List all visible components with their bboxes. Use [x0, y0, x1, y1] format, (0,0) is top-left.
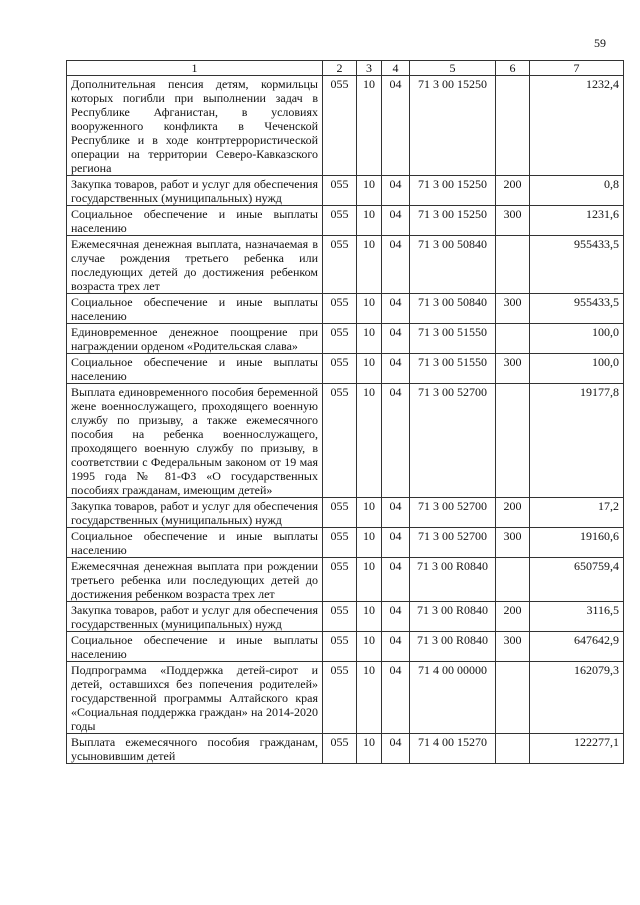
row-subsection-cell: 04 — [382, 384, 410, 498]
row-section-cell: 10 — [357, 662, 382, 734]
column-header-2: 2 — [323, 61, 357, 76]
row-code-cell: 055 — [323, 528, 357, 558]
row-expense-type-cell: 300 — [496, 206, 530, 236]
row-expense-type-cell — [496, 384, 530, 498]
budget-table — [66, 60, 624, 764]
table-row — [67, 236, 624, 294]
table-row — [67, 206, 624, 236]
row-target-item-cell: 71 3 00 51550 — [410, 354, 496, 384]
row-section-cell: 10 — [357, 76, 382, 176]
row-name-cell: Социальное обеспечение и иные выплаты населению — [67, 528, 323, 558]
row-expense-type-cell — [496, 76, 530, 176]
row-expense-type-cell: 200 — [496, 602, 530, 632]
row-code-cell: 055 — [323, 558, 357, 602]
page-number: 59 — [594, 36, 606, 50]
row-code-cell: 055 — [323, 324, 357, 354]
table-row — [67, 76, 624, 176]
row-target-item-cell: 71 4 00 00000 — [410, 662, 496, 734]
row-section-cell: 10 — [357, 236, 382, 294]
row-amount-cell: 100,0 — [530, 324, 624, 354]
row-expense-type-cell — [496, 662, 530, 734]
table-row — [67, 384, 624, 498]
row-amount-cell: 0,8 — [530, 176, 624, 206]
row-name-cell: Выплата ежемесячного пособия гражданам, усыновившим детей — [67, 734, 323, 764]
table-row — [67, 294, 624, 324]
row-subsection-cell: 04 — [382, 236, 410, 294]
row-target-item-cell: 71 3 00 52700 — [410, 498, 496, 528]
row-expense-type-cell: 300 — [496, 528, 530, 558]
row-amount-cell: 1231,6 — [530, 206, 624, 236]
row-amount-cell: 650759,4 — [530, 558, 624, 602]
column-header-5: 5 — [410, 61, 496, 76]
row-target-item-cell: 71 3 00 R0840 — [410, 602, 496, 632]
row-name-cell: Ежемесячная денежная выплата при рождении третьего ребенка или последующих детей до достижения ребенком возраста трех лет — [67, 558, 323, 602]
row-subsection-cell: 04 — [382, 294, 410, 324]
row-subsection-cell: 04 — [382, 558, 410, 602]
row-section-cell: 10 — [357, 632, 382, 662]
row-expense-type-cell — [496, 324, 530, 354]
row-code-cell: 055 — [323, 76, 357, 176]
table-row — [67, 602, 624, 632]
row-expense-type-cell — [496, 558, 530, 602]
row-target-item-cell: 71 3 00 51550 — [410, 324, 496, 354]
row-section-cell: 10 — [357, 558, 382, 602]
row-amount-cell: 647642,9 — [530, 632, 624, 662]
table-row — [67, 558, 624, 602]
row-subsection-cell: 04 — [382, 602, 410, 632]
row-code-cell: 055 — [323, 602, 357, 632]
row-section-cell: 10 — [357, 528, 382, 558]
table-row — [67, 662, 624, 734]
row-target-item-cell: 71 3 00 R0840 — [410, 558, 496, 602]
table-row — [67, 632, 624, 662]
row-name-cell: Социальное обеспечение и иные выплаты населению — [67, 354, 323, 384]
row-name-cell: Социальное обеспечение и иные выплаты населению — [67, 294, 323, 324]
row-target-item-cell: 71 3 00 50840 — [410, 294, 496, 324]
row-name-cell: Закупка товаров, работ и услуг для обеспечения государственных (муниципальных) нужд — [67, 602, 323, 632]
row-section-cell: 10 — [357, 354, 382, 384]
row-subsection-cell: 04 — [382, 76, 410, 176]
table-row — [67, 176, 624, 206]
row-target-item-cell: 71 3 00 15250 — [410, 76, 496, 176]
table-row — [67, 734, 624, 764]
row-code-cell: 055 — [323, 384, 357, 498]
row-expense-type-cell: 300 — [496, 632, 530, 662]
row-expense-type-cell: 200 — [496, 176, 530, 206]
row-section-cell: 10 — [357, 734, 382, 764]
row-section-cell: 10 — [357, 498, 382, 528]
row-target-item-cell: 71 3 00 15250 — [410, 176, 496, 206]
row-subsection-cell: 04 — [382, 528, 410, 558]
row-amount-cell: 17,2 — [530, 498, 624, 528]
row-target-item-cell: 71 3 00 52700 — [410, 528, 496, 558]
row-amount-cell: 955433,5 — [530, 236, 624, 294]
table-row — [67, 324, 624, 354]
row-amount-cell: 100,0 — [530, 354, 624, 384]
row-section-cell: 10 — [357, 324, 382, 354]
column-header-1: 1 — [67, 61, 323, 76]
row-amount-cell: 162079,3 — [530, 662, 624, 734]
row-name-cell: Социальное обеспечение и иные выплаты населению — [67, 206, 323, 236]
row-target-item-cell: 71 4 00 15270 — [410, 734, 496, 764]
row-expense-type-cell: 300 — [496, 294, 530, 324]
column-header-3: 3 — [357, 61, 382, 76]
row-code-cell: 055 — [323, 662, 357, 734]
table-row — [67, 528, 624, 558]
row-name-cell: Дополнительная пенсия детям, кормильцы которых погибли при выполнении задач в Республике Афганистан, в условиях вооруженного конфликта в Чеченской Республике и в ходе контртеррористической операции на территории Северо-Кавказского региона — [67, 76, 323, 176]
row-subsection-cell: 04 — [382, 734, 410, 764]
row-expense-type-cell — [496, 236, 530, 294]
row-section-cell: 10 — [357, 294, 382, 324]
column-header-4: 4 — [382, 61, 410, 76]
row-amount-cell: 955433,5 — [530, 294, 624, 324]
row-section-cell: 10 — [357, 206, 382, 236]
row-amount-cell: 122277,1 — [530, 734, 624, 764]
row-target-item-cell: 71 3 00 15250 — [410, 206, 496, 236]
row-amount-cell: 19160,6 — [530, 528, 624, 558]
row-subsection-cell: 04 — [382, 324, 410, 354]
row-code-cell: 055 — [323, 498, 357, 528]
row-name-cell: Закупка товаров, работ и услуг для обеспечения государственных (муниципальных) нужд — [67, 176, 323, 206]
row-target-item-cell: 71 3 00 52700 — [410, 384, 496, 498]
row-target-item-cell: 71 3 00 R0840 — [410, 632, 496, 662]
table-row — [67, 354, 624, 384]
row-code-cell: 055 — [323, 734, 357, 764]
row-expense-type-cell: 200 — [496, 498, 530, 528]
row-amount-cell: 3116,5 — [530, 602, 624, 632]
row-subsection-cell: 04 — [382, 662, 410, 734]
row-subsection-cell: 04 — [382, 176, 410, 206]
row-expense-type-cell: 300 — [496, 354, 530, 384]
column-header-6: 6 — [496, 61, 530, 76]
row-section-cell: 10 — [357, 176, 382, 206]
row-amount-cell: 19177,8 — [530, 384, 624, 498]
row-expense-type-cell — [496, 734, 530, 764]
row-subsection-cell: 04 — [382, 632, 410, 662]
row-target-item-cell: 71 3 00 50840 — [410, 236, 496, 294]
row-name-cell: Выплата единовременного пособия беременной жене военнослужащего, проходящего военную службу по призыву, а также ежемесячного пособия на ребенка военнослужащего, проходящего военную службу по призыву, в соответствии с Федеральным законом от 19 мая 1995 года № 81-ФЗ «О государственных пособиях гражданам, имеющим детей» — [67, 384, 323, 498]
row-name-cell: Подпрограмма «Поддержка детей-сирот и детей, оставшихся без попечения родителей» государственной программы Алтайского края «Социальная поддержка граждан» на 2014-2020 годы — [67, 662, 323, 734]
row-name-cell: Социальное обеспечение и иные выплаты населению — [67, 632, 323, 662]
row-name-cell: Закупка товаров, работ и услуг для обеспечения государственных (муниципальных) нужд — [67, 498, 323, 528]
row-code-cell: 055 — [323, 354, 357, 384]
table-header-row — [67, 61, 624, 76]
column-header-7: 7 — [530, 61, 624, 76]
row-amount-cell: 1232,4 — [530, 76, 624, 176]
row-code-cell: 055 — [323, 294, 357, 324]
row-code-cell: 055 — [323, 236, 357, 294]
row-section-cell: 10 — [357, 602, 382, 632]
row-code-cell: 055 — [323, 632, 357, 662]
row-name-cell: Единовременное денежное поощрение при награждении орденом «Родительская слава» — [67, 324, 323, 354]
row-code-cell: 055 — [323, 206, 357, 236]
row-section-cell: 10 — [357, 384, 382, 498]
row-subsection-cell: 04 — [382, 498, 410, 528]
row-name-cell: Ежемесячная денежная выплата, назначаемая в случае рождения третьего ребенка или последующих детей до достижения ребенком возраста трех лет — [67, 236, 323, 294]
table-row — [67, 498, 624, 528]
row-subsection-cell: 04 — [382, 206, 410, 236]
row-subsection-cell: 04 — [382, 354, 410, 384]
row-code-cell: 055 — [323, 176, 357, 206]
